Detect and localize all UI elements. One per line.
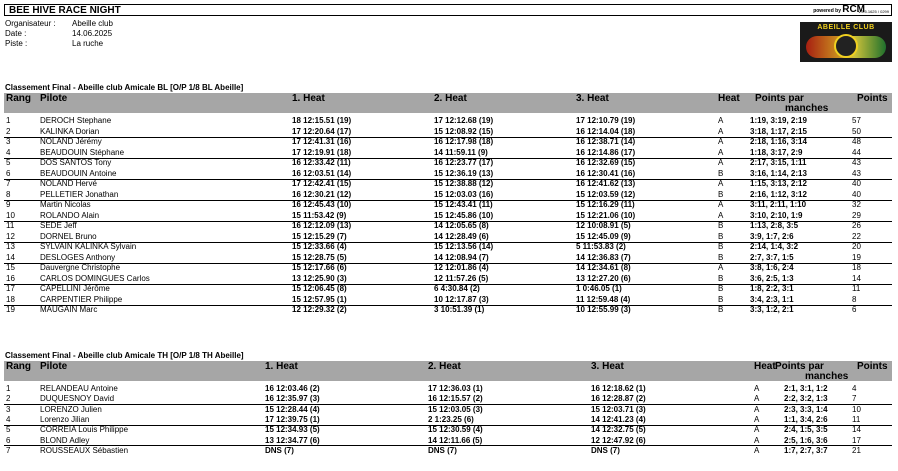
cell-points-par-manches: 2:14, 1:4, 3:2 [750,242,799,251]
cell-points-par-manches: 2:17, 3:15, 1:11 [750,158,807,167]
bee-logo-icon [834,34,858,58]
section-title: Classement Final - Abeille club Amicale TH [O/P 1/8 TH Abeille] [5,351,244,360]
cell-points-par-manches: 2:2, 3:2, 1:3 [784,394,828,404]
cell-heat3: 14 12:34.61 (8) [576,263,631,272]
cell-points-par-manches: 2:4, 1:5, 3:5 [784,425,828,435]
cell-heat1: 17 12:41.31 (16) [292,137,352,146]
cell-heat3: DNS (7) [591,445,620,455]
version-label: v.3.5.1625 / 0299 [858,9,889,14]
cell-points: 44 [852,147,861,157]
meta-date [5,29,112,39]
cell-heat: A [754,435,760,445]
cell-heat1: 16 12:30.21 (12) [292,189,352,199]
cell-heat1: 16 12:45.43 (10) [292,200,352,209]
cell-points-par-manches: 2:1, 3:1, 1:2 [784,384,828,393]
cell-rang: 1 [6,116,11,125]
column-header-points-par: Points par [775,361,824,372]
cell-heat1: 16 12:33.42 (11) [292,158,351,167]
cell-points: 14 [852,425,861,435]
cell-rang: 4 [6,147,11,157]
column-header-heat1: 1. Heat [292,93,325,104]
event-title: BEE HIVE RACE NIGHT [9,5,121,16]
cell-heat2: 3 10:51.39 (1) [434,305,485,314]
cell-points: 50 [852,126,861,136]
cell-rang: 9 [6,200,11,209]
column-header-manches: manches [805,371,849,382]
cell-heat3: 16 12:18.62 (1) [591,384,646,393]
cell-heat1: DNS (7) [265,445,294,455]
cell-rang: 1 [6,384,11,393]
column-header-manches: manches [785,103,829,114]
cell-points: 40 [852,189,861,199]
cell-heat2: 17 12:36.03 (1) [428,384,483,393]
cell-pilote: KALINKA Dorian [40,126,100,136]
cell-pilote: PELLETIER Jonathan [40,189,119,199]
meta-organisateur [5,19,113,29]
cell-heat3: 13 12:27.20 (6) [576,273,631,283]
cell-rang: 18 [6,294,15,304]
cell-heat3: 15 12:03.59 (12) [576,189,636,199]
cell-heat2: 15 12:13.56 (14) [434,242,494,251]
cell-pilote: Lorenzo Jilian [40,414,90,424]
cell-pilote: NOLAND Hervé [40,179,97,188]
column-header-pilote: Pilote [40,361,68,372]
cell-heat3: 15 12:16.29 (11) [576,200,635,209]
meta-value: La ruche [72,39,104,48]
column-header-heat2: 2. Heat [434,93,467,104]
cell-pilote: DOS SANTOS Tony [40,158,112,167]
table-row [4,394,892,404]
cell-heat1: 13 12:25.90 (3) [292,273,347,283]
cell-pilote: SYLVAIN KALINKA Sylvain [40,242,137,251]
table-row [4,263,892,273]
table-row [4,221,892,231]
table-row [4,436,892,446]
cell-heat: A [754,394,760,404]
cell-heat1: 15 12:17.66 (6) [292,263,347,272]
cell-heat2: 16 12:23.77 (17) [434,158,494,167]
meta-label: Piste : [5,39,28,48]
cell-heat3: 15 12:21.06 (10) [576,210,636,220]
cell-heat1: 17 12:42.41 (15) [292,179,352,188]
table-row [4,179,892,189]
cell-points: 20 [852,242,861,251]
table-row [4,200,892,210]
cell-rang: 19 [6,305,15,314]
cell-rang: 3 [6,137,11,146]
cell-points: 14 [852,273,861,283]
cell-heat3: 16 12:30.41 (16) [576,168,636,178]
cell-points: 10 [852,404,861,414]
cell-heat: B [718,252,724,262]
cell-rang: 7 [6,179,11,188]
cell-points: 29 [852,210,861,220]
column-header-heat: Heat [754,361,776,372]
table-row [4,137,892,147]
cell-heat2: 14 11:59.11 (9) [434,147,488,157]
cell-points: 48 [852,137,861,146]
cell-points-par-manches: 2:3, 3:3, 1:4 [784,404,828,414]
cell-points: 43 [852,158,861,167]
cell-points-par-manches: 3:9, 1:7, 2:6 [750,231,794,241]
cell-heat2: 2 1:23.25 (6) [428,414,474,424]
cell-heat3: 15 12:45.09 (9) [576,231,631,241]
table-row [4,190,892,200]
cell-heat1: 16 12:03.51 (14) [292,168,352,178]
cell-heat2: 12 12:01.86 (4) [434,263,489,272]
cell-rang: 6 [6,435,11,445]
column-header-rang: Rang [6,93,31,104]
cell-heat2: 15 12:03.05 (3) [428,404,483,414]
column-header-heat2: 2. Heat [428,361,461,372]
cell-heat: A [754,404,760,414]
cell-heat2: 12 11:57.26 (5) [434,273,489,283]
cell-points-par-manches: 2:16, 1:12, 3:12 [750,189,807,199]
brand-label: RCM [842,4,865,15]
cell-points: 11 [852,414,861,424]
cell-heat3: 12 10:08.91 (5) [576,221,631,230]
cell-heat: A [718,263,724,272]
cell-rang: 6 [6,168,11,178]
cell-points: 17 [852,435,861,445]
cell-heat2: 14 12:08.94 (7) [434,252,489,262]
cell-heat1: 15 11:53.42 (9) [292,210,347,220]
section-title: Classement Final - Abeille club Amicale BL [O/P 1/8 BL Abeille] [5,83,244,92]
table-row [4,284,892,294]
cell-pilote: DEROCH Stephane [40,116,112,125]
cell-heat2: 10 12:17.87 (3) [434,294,489,304]
table-row [4,232,892,242]
cell-rang: 11 [6,221,15,230]
cell-rang: 13 [6,242,15,251]
cell-heat3: 11 12:59.48 (4) [576,294,631,304]
cell-heat3: 14 12:32.75 (5) [591,425,646,435]
meta-label: Organisateur : [5,19,56,28]
cell-pilote: ROLANDO Alain [40,210,100,220]
cell-rang: 5 [6,158,11,167]
cell-heat1: 15 12:06.45 (8) [292,284,347,293]
cell-heat2: 17 12:12.68 (19) [434,116,494,125]
cell-heat1: 17 12:20.64 (17) [292,126,352,136]
column-header-points-par: Points par [755,93,804,104]
cell-rang: 7 [6,445,11,455]
cell-points: 7 [852,394,857,404]
cell-heat: B [718,242,724,251]
cell-heat3: 10 12:55.99 (3) [576,305,631,314]
cell-heat1: 17 12:39.75 (1) [265,414,320,424]
cell-heat3: 14 12:36.83 (7) [576,252,631,262]
table-row [4,274,892,284]
cell-heat2: 15 12:38.88 (12) [434,179,494,188]
cell-heat2: 15 12:30.59 (4) [428,425,483,435]
cell-heat: A [754,425,760,435]
cell-pilote: CARLOS DOMINGUES Carlos [40,273,150,283]
cell-points-par-manches: 1:1, 3:4, 2:6 [784,414,828,424]
cell-heat1: 15 12:28.75 (5) [292,252,347,262]
cell-points: 43 [852,168,861,178]
cell-pilote: BLOND Adley [40,435,90,445]
cell-heat: A [718,158,724,167]
cell-heat: A [718,137,724,146]
cell-heat2: 14 12:28.49 (6) [434,231,489,241]
cell-heat3: 15 12:03.71 (3) [591,404,646,414]
cell-pilote: BEAUDOUIN Antoine [40,168,117,178]
table-row [4,446,892,456]
cell-heat1: 15 12:33.66 (4) [292,242,347,251]
cell-heat: B [718,273,724,283]
cell-heat2: 14 12:11.66 (5) [428,435,483,445]
table-row [4,384,892,394]
table-row [4,242,892,252]
cell-pilote: Martin Nicolas [40,200,91,209]
cell-pilote: LORENZO Julien [40,404,102,414]
cell-points: 32 [852,200,861,209]
logo-text: ABEILLE CLUB [817,24,875,31]
cell-points-par-manches: 3:11, 2:11, 1:10 [750,200,807,209]
cell-rang: 12 [6,231,15,241]
cell-points-par-manches: 1:7, 2:7, 3:7 [784,445,828,455]
cell-rang: 2 [6,394,11,404]
cell-heat2: 15 12:43.41 (11) [434,200,493,209]
table-header [4,93,892,113]
cell-heat3: 16 12:41.62 (13) [576,179,636,188]
cell-points-par-manches: 3:10, 2:10, 1:9 [750,210,803,220]
cell-rang: 16 [6,273,15,283]
table-row [4,253,892,263]
cell-points: 19 [852,252,861,262]
cell-heat2: 14 12:05.65 (8) [434,221,489,230]
meta-label: Date : [5,29,27,38]
cell-heat3: 16 12:32.69 (15) [576,158,636,167]
table-row [4,116,892,126]
cell-heat2: 6 4:30.84 (2) [434,284,480,293]
cell-heat: B [718,294,724,304]
cell-points-par-manches: 2:7, 3:7, 1:5 [750,252,794,262]
cell-heat: A [718,126,724,136]
cell-rang: 15 [6,263,15,272]
cell-points: 6 [852,305,857,314]
cell-pilote: NOLAND Jérémy [40,137,102,146]
cell-heat: A [718,116,724,125]
cell-heat1: 15 12:34.93 (5) [265,425,320,435]
table-row [4,415,892,425]
table-row [4,305,892,315]
cell-points: 21 [852,445,861,455]
column-header-rang: Rang [6,361,31,372]
cell-pilote: BEAUDOUIN Stéphane [40,147,125,157]
cell-heat: A [718,147,724,157]
powered-by-label: powered by [813,8,841,14]
cell-points-par-manches: 3:18, 1:17, 2:15 [750,126,807,136]
cell-heat: B [718,231,724,241]
column-header-heat: Heat [718,93,740,104]
cell-heat2: 16 12:17.98 (18) [434,137,494,146]
cell-heat: A [718,210,724,220]
cell-heat: B [718,189,724,199]
cell-heat: A [718,179,724,188]
cell-rang: 2 [6,126,11,136]
cell-heat1: 12 12:29.32 (2) [292,305,347,314]
cell-rang: 14 [6,252,15,262]
table-header [4,361,892,381]
cell-heat1: 17 12:19.91 (18) [292,147,352,157]
table-row [4,158,892,168]
cell-heat3: 16 12:14.86 (17) [576,147,636,157]
cell-heat1: 16 12:03.46 (2) [265,384,320,393]
meta-value: Abeille club [72,19,113,28]
cell-pilote: SEDE Jeff [40,221,77,230]
cell-heat2: DNS (7) [428,445,457,455]
cell-heat: A [754,384,760,393]
cell-heat: B [718,221,724,230]
cell-pilote: Dauvergne Christophe [40,263,121,272]
table-row [4,405,892,415]
cell-points-par-manches: 2:18, 1:16, 3:14 [750,137,807,146]
cell-pilote: RELANDEAU Antoine [40,384,118,393]
cell-heat1: 18 12:15.51 (19) [292,116,352,125]
table-row [4,295,892,305]
cell-heat2: 15 12:45.86 (10) [434,210,494,220]
cell-points-par-manches: 3:16, 1:14, 2:13 [750,168,807,178]
cell-heat3: 1 0:46.05 (1) [576,284,622,293]
club-logo [800,22,892,62]
table-row [4,425,892,435]
cell-points: 8 [852,294,857,304]
cell-heat3: 16 12:14.04 (18) [576,126,636,136]
cell-heat: B [718,168,724,178]
column-header-heat1: 1. Heat [265,361,298,372]
cell-points-par-manches: 3:4, 2:3, 1:1 [750,294,794,304]
cell-points-par-manches: 3:8, 1:6, 2:4 [750,263,794,272]
column-header-heat3: 3. Heat [576,93,609,104]
column-header-heat3: 3. Heat [591,361,624,372]
cell-heat: B [718,284,724,293]
meta-piste [5,39,103,49]
cell-points-par-manches: 3:6, 2:5, 1:3 [750,273,794,283]
cell-heat1: 15 12:28.44 (4) [265,404,320,414]
cell-pilote: MAUGAIN Marc [40,305,98,314]
cell-heat1: 16 12:35.97 (3) [265,394,320,404]
cell-points: 11 [852,284,861,293]
cell-heat3: 12 12:47.92 (6) [591,435,646,445]
cell-rang: 8 [6,189,11,199]
column-header-pilote: Pilote [40,93,68,104]
cell-rang: 3 [6,404,11,414]
column-header-points: Points [857,93,888,104]
cell-points-par-manches: 1:8, 2:2, 3:1 [750,284,794,293]
cell-heat1: 16 12:12.09 (13) [292,221,352,230]
cell-points-par-manches: 1:19, 3:19, 2:19 [750,116,807,125]
cell-rang: 17 [6,284,15,293]
cell-pilote: DUQUESNOY David [40,394,115,404]
cell-heat2: 16 12:15.57 (2) [428,394,483,404]
cell-heat3: 16 12:28.87 (2) [591,394,646,404]
cell-rang: 10 [6,210,15,220]
cell-points: 22 [852,231,861,241]
cell-pilote: CARPENTIER Philippe [40,294,123,304]
cell-pilote: DESLOGES Anthony [40,252,116,262]
cell-points: 4 [852,384,857,393]
meta-value: 14.06.2025 [72,29,113,38]
cell-points: 18 [852,263,861,272]
cell-heat: A [754,414,760,424]
cell-heat3: 16 12:38.71 (14) [576,137,636,146]
table-row [4,148,892,158]
cell-points-par-manches: 1:15, 3:13, 2:12 [750,179,807,188]
cell-pilote: ROUSSEAUX Sébastien [40,445,129,455]
cell-rang: 5 [6,425,11,435]
cell-pilote: DORNEL Bruno [40,231,97,241]
cell-heat2: 15 12:08.92 (15) [434,126,494,136]
cell-heat3: 14 12:41.23 (4) [591,414,646,424]
cell-points-par-manches: 2:5, 1:6, 3:6 [784,435,828,445]
cell-heat2: 15 12:03.03 (16) [434,189,494,199]
column-header-points: Points [857,361,888,372]
cell-points-par-manches: 1:18, 3:17, 2:9 [750,147,803,157]
table-row [4,211,892,221]
cell-rang: 4 [6,414,11,424]
cell-heat3: 5 11:53.83 (2) [576,242,626,251]
title-bar [4,4,892,16]
table-row [4,169,892,179]
cell-heat: A [718,200,724,209]
cell-heat: B [718,305,724,314]
cell-pilote: CAPELLINI Jérôme [40,284,110,293]
cell-heat1: 15 12:15.29 (7) [292,231,347,241]
cell-heat1: 15 12:57.95 (1) [292,294,347,304]
cell-pilote: CORREIA Louis Philippe [40,425,129,435]
cell-heat3: 17 12:10.79 (19) [576,116,636,125]
cell-heat: A [754,445,760,455]
cell-points-par-manches: 3:3, 1:2, 2:1 [750,305,794,314]
cell-points: 57 [852,116,861,125]
table-row [4,127,892,137]
cell-heat1: 13 12:34.77 (6) [265,435,320,445]
cell-points-par-manches: 1:13, 2:8, 3:5 [750,221,799,230]
cell-points: 26 [852,221,861,230]
cell-heat2: 15 12:36.19 (13) [434,168,494,178]
cell-points: 40 [852,179,861,188]
